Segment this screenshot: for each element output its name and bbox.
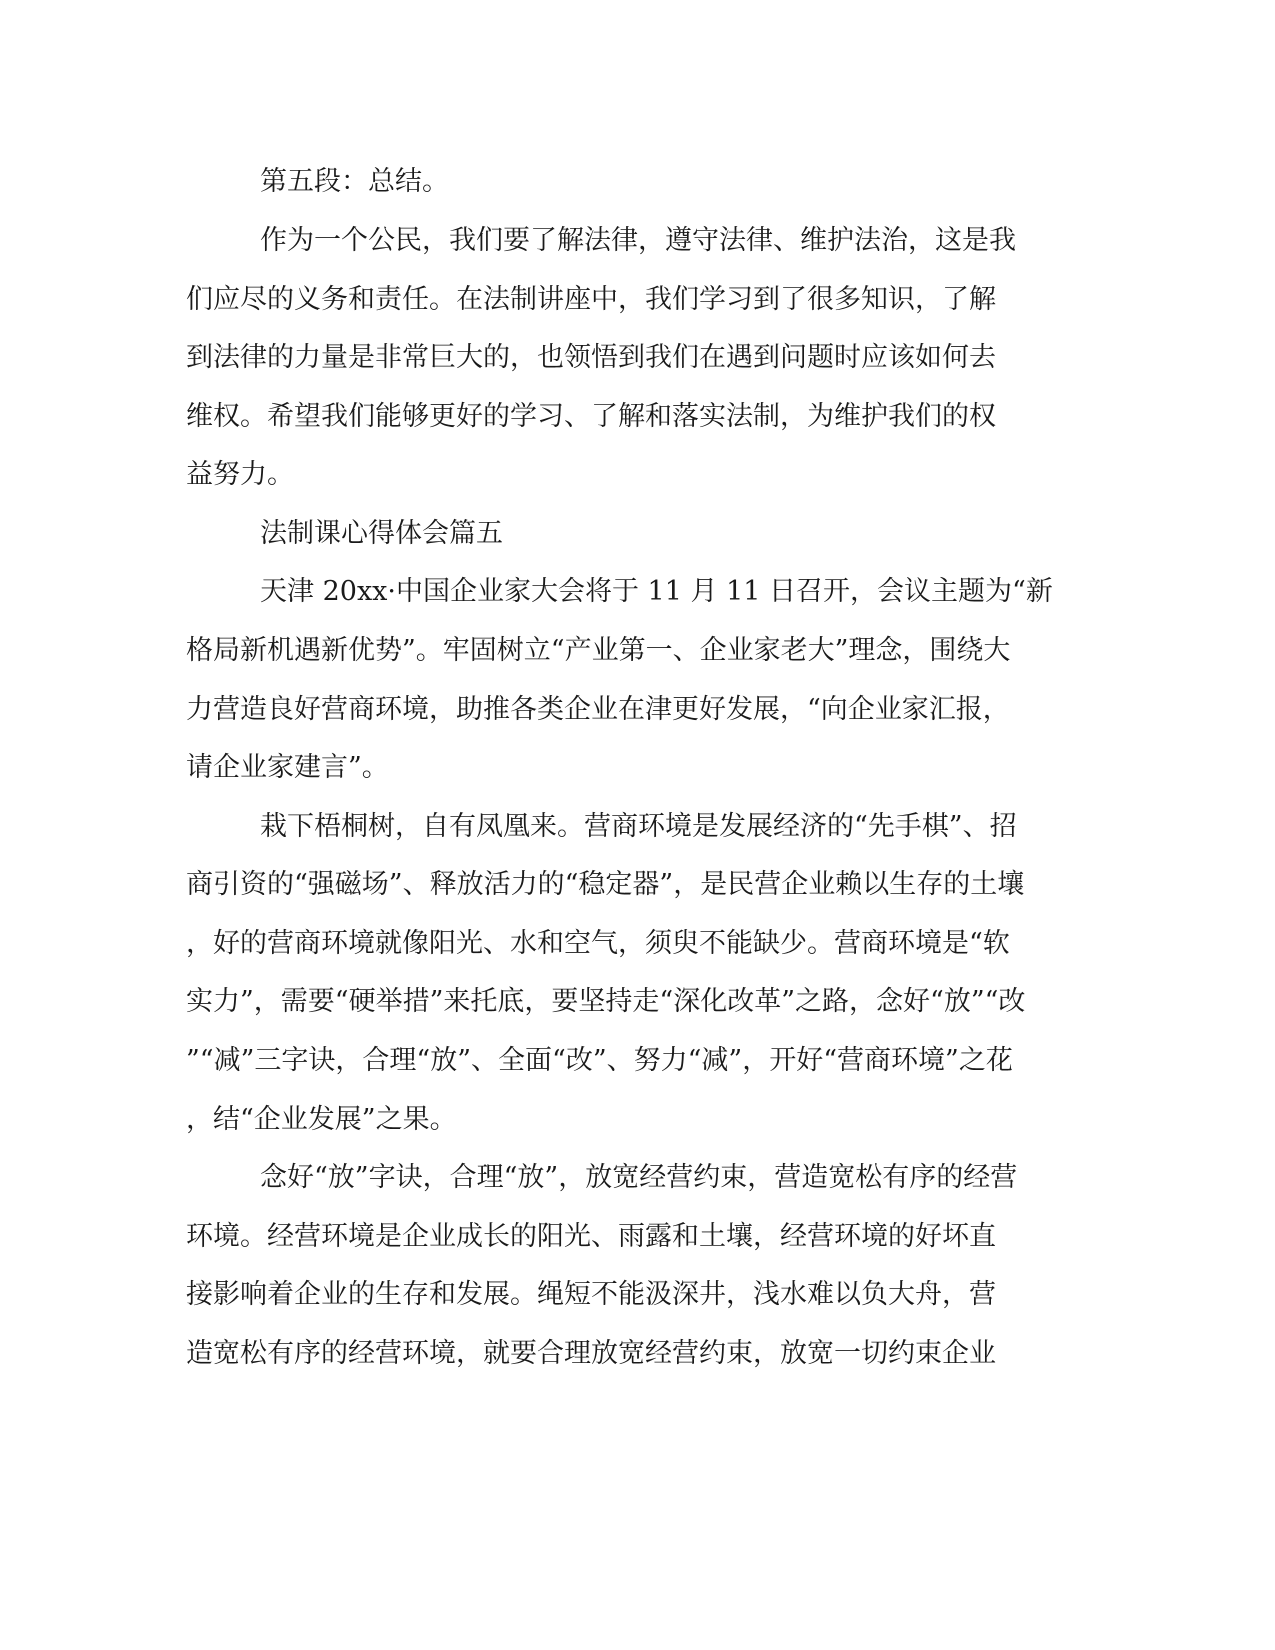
paragraph-line: 力营造良好营商环境，助推各类企业在津更好发展，“向企业家汇报， (186, 694, 1010, 725)
paragraph-line: ，结“企业发展”之果。 (186, 1104, 457, 1135)
paragraph-line: 栽下梧桐树，自有凤凰来。营商环境是发展经济的“先手棋”、招 (260, 811, 1017, 842)
paragraph-line: 商引资的“强磁场”、释放活力的“稳定器”，是民营企业赖以生存的土壤 (186, 869, 1025, 900)
paragraph-line: ”“减”三字诀，合理“放”、全面“改”、努力“减”，开好“营商环境”之花 (186, 1045, 1013, 1076)
paragraph-line: 益努力。 (186, 459, 294, 490)
paragraph-line: 到法律的力量是非常巨大的，也领悟到我们在遇到问题时应该如何去 (186, 342, 996, 373)
section-heading-summary: 第五段：总结。 (260, 166, 449, 197)
paragraph-line: 天津 20xx·中国企业家大会将于 11 月 11 日召开，会议主题为“新 (260, 576, 1053, 607)
paragraph-line: 请企业家建言”。 (186, 752, 389, 783)
paragraph-line: 格局新机遇新优势”。牢固树立“产业第一、企业家老大”理念，围绕大 (186, 635, 1011, 666)
paragraph-line: 维权。希望我们能够更好的学习、了解和落实法制，为维护我们的权 (186, 401, 996, 432)
paragraph-line: ，好的营商环境就像阳光、水和空气，须臾不能缺少。营商环境是“软 (186, 928, 1010, 959)
paragraph-line: 念好“放”字诀，合理“放”，放宽经营约束，营造宽松有序的经营 (260, 1162, 1018, 1193)
paragraph-line: 造宽松有序的经营环境，就要合理放宽经营约束，放宽一切约束企业 (186, 1338, 996, 1369)
paragraph-line: 接影响着企业的生存和发展。绳短不能汲深井，浅水难以负大舟，营 (186, 1279, 996, 1310)
article-title: 法制课心得体会篇五 (260, 518, 503, 549)
paragraph-line: 作为一个公民，我们要了解法律，遵守法律、维护法治，这是我 (260, 225, 1016, 256)
paragraph-line: 实力”，需要“硬举措”来托底，要坚持走“深化改革”之路，念好“放”“改 (186, 986, 1026, 1017)
paragraph-line: 们应尽的义务和责任。在法制讲座中，我们学习到了很多知识，了解 (186, 284, 996, 315)
paragraph-line: 环境。经营环境是企业成长的阳光、雨露和土壤，经营环境的好坏直 (186, 1221, 996, 1252)
